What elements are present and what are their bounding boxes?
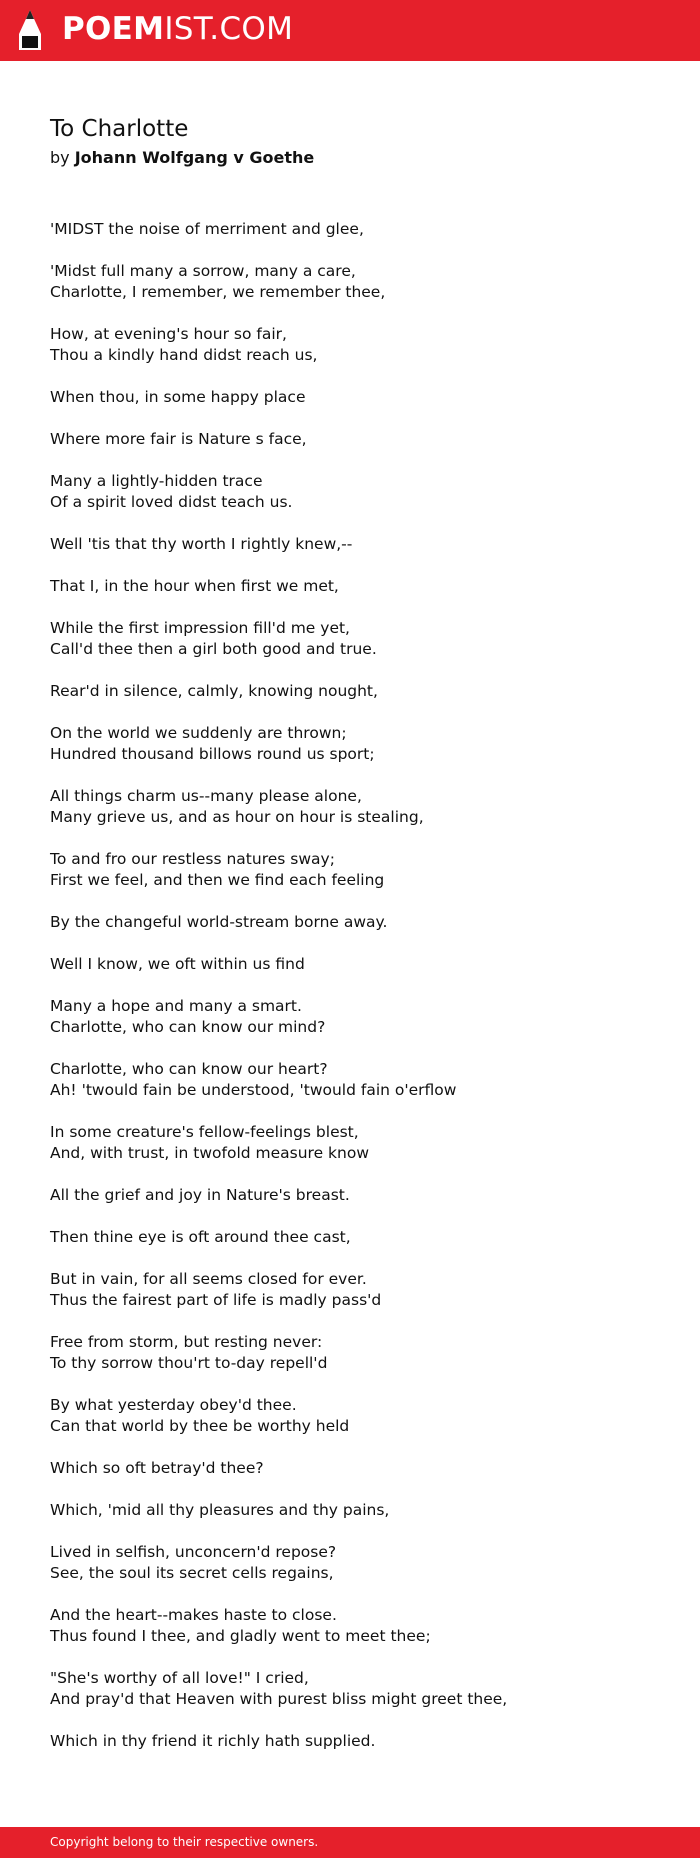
poem-line: By what yesterday obey'd thee. — [50, 1396, 297, 1414]
poem-stanza — [50, 1605, 670, 1647]
poem-line: In some creature's fellow-feelings blest, — [50, 1123, 359, 1141]
poem-line: Which, 'mid all thy pleasures and thy pains, — [50, 1501, 390, 1519]
poem-stanza — [50, 429, 670, 450]
poem-line: Rear'd in silence, calmly, knowing nought, — [50, 682, 378, 700]
poem-stanza — [50, 996, 670, 1038]
pencil-logo-icon[interactable] — [18, 8, 42, 52]
poem-line: How, at evening's hour so fair, — [50, 325, 287, 343]
poem-stanza — [50, 618, 670, 660]
poem-line: Thus the fairest part of life is madly pass'd — [50, 1291, 382, 1309]
poem-line: Thus found I thee, and gladly went to meet thee; — [50, 1627, 431, 1645]
poem-stanza — [50, 1731, 670, 1752]
logo-light-text: IST.COM — [164, 11, 294, 47]
poem-line: By the changeful world-stream borne away. — [50, 913, 388, 931]
poem-stanza — [50, 912, 670, 933]
poem-line: And the heart--makes haste to close. — [50, 1606, 337, 1624]
poem-line: Many a hope and many a smart. — [50, 997, 302, 1015]
site-logo[interactable] — [62, 11, 293, 47]
poem-line: All the grief and joy in Nature's breast. — [50, 1186, 350, 1204]
poem-line: And, with trust, in twofold measure know — [50, 1144, 370, 1162]
poem-stanza — [50, 681, 670, 702]
poem-stanza — [50, 1059, 670, 1101]
poem-stanza — [50, 324, 670, 366]
poem-line: Charlotte, who can know our heart? — [50, 1060, 328, 1078]
poem-stanza — [50, 1542, 670, 1584]
poem-stanza — [50, 1332, 670, 1374]
poem-line: Well I know, we oft within us find — [50, 955, 305, 973]
poem-line: Which so oft betray'd thee? — [50, 1459, 264, 1477]
poem-stanza — [50, 1458, 670, 1479]
poem-line: Hundred thousand billows round us sport; — [50, 745, 375, 763]
poem-stanza — [50, 954, 670, 975]
by-prefix: by — [50, 148, 70, 167]
poem-stanza — [50, 261, 670, 303]
poem-line: Call'd thee then a girl both good and true. — [50, 640, 377, 658]
poem-body — [50, 219, 670, 1773]
poem-line: See, the soul its secret cells regains, — [50, 1564, 334, 1582]
poem-line: First we feel, and then we find each feeling — [50, 871, 385, 889]
poem-stanza — [50, 1185, 670, 1206]
copyright-text: Copyright belong to their respective owners. — [50, 1835, 319, 1849]
poem-stanza — [50, 219, 670, 240]
site-footer — [0, 1827, 700, 1858]
poem-line: And pray'd that Heaven with purest bliss might greet thee, — [50, 1690, 508, 1708]
poem-stanza — [50, 1395, 670, 1437]
author-name: Johann Wolfgang v Goethe — [74, 148, 315, 167]
poem-line: To and fro our restless natures sway; — [50, 850, 335, 868]
logo-bold-text: POEM — [62, 11, 165, 47]
poem-line: Can that world by thee be worthy held — [50, 1417, 350, 1435]
poem-line: But in vain, for all seems closed for ever. — [50, 1270, 367, 1288]
poem-line: Of a spirit loved didst teach us. — [50, 493, 293, 511]
site-header — [0, 0, 700, 61]
poem-line: "She's worthy of all love!" I cried, — [50, 1669, 309, 1687]
poem-line: Free from storm, but resting never: — [50, 1333, 323, 1351]
poem-stanza — [50, 576, 670, 597]
poem-line: To thy sorrow thou'rt to-day repell'd — [50, 1354, 328, 1372]
poem-stanza — [50, 1269, 670, 1311]
poem-stanza — [50, 849, 670, 891]
byline — [50, 148, 314, 167]
poem-line: On the world we suddenly are thrown; — [50, 724, 347, 742]
poem-stanza — [50, 1668, 670, 1710]
poem-line: Where more fair is Nature s face, — [50, 430, 307, 448]
poem-stanza — [50, 471, 670, 513]
poem-line: When thou, in some happy place — [50, 388, 306, 406]
poem-line: Charlotte, who can know our mind? — [50, 1018, 326, 1036]
poem-stanza — [50, 786, 670, 828]
poem-line: 'Midst full many a sorrow, many a care, — [50, 262, 356, 280]
poem-line: While the first impression fill'd me yet, — [50, 619, 350, 637]
poem-line: Thou a kindly hand didst reach us, — [50, 346, 318, 364]
poem-line: All things charm us--many please alone, — [50, 787, 362, 805]
poem-line: Lived in selfish, unconcern'd repose? — [50, 1543, 337, 1561]
poem-stanza — [50, 387, 670, 408]
poem-line: Well 'tis that thy worth I rightly knew,-- — [50, 535, 353, 553]
poem-line: Which in thy friend it richly hath supplied. — [50, 1732, 376, 1750]
poem-line: Ah! 'twould fain be understood, 'twould fain o'erflow — [50, 1081, 457, 1099]
poem-title: To Charlotte — [50, 116, 189, 142]
poem-line: Then thine eye is oft around thee cast, — [50, 1228, 351, 1246]
poem-stanza — [50, 1122, 670, 1164]
poem-line: That I, in the hour when first we met, — [50, 577, 339, 595]
poem-line: Charlotte, I remember, we remember thee, — [50, 283, 386, 301]
poem-stanza — [50, 723, 670, 765]
poem-stanza — [50, 534, 670, 555]
poem-stanza — [50, 1500, 670, 1521]
poem-line: 'MIDST the noise of merriment and glee, — [50, 220, 364, 238]
poem-line: Many a lightly-hidden trace — [50, 472, 263, 490]
poem-line: Many grieve us, and as hour on hour is stealing, — [50, 808, 424, 826]
poem-stanza — [50, 1227, 670, 1248]
